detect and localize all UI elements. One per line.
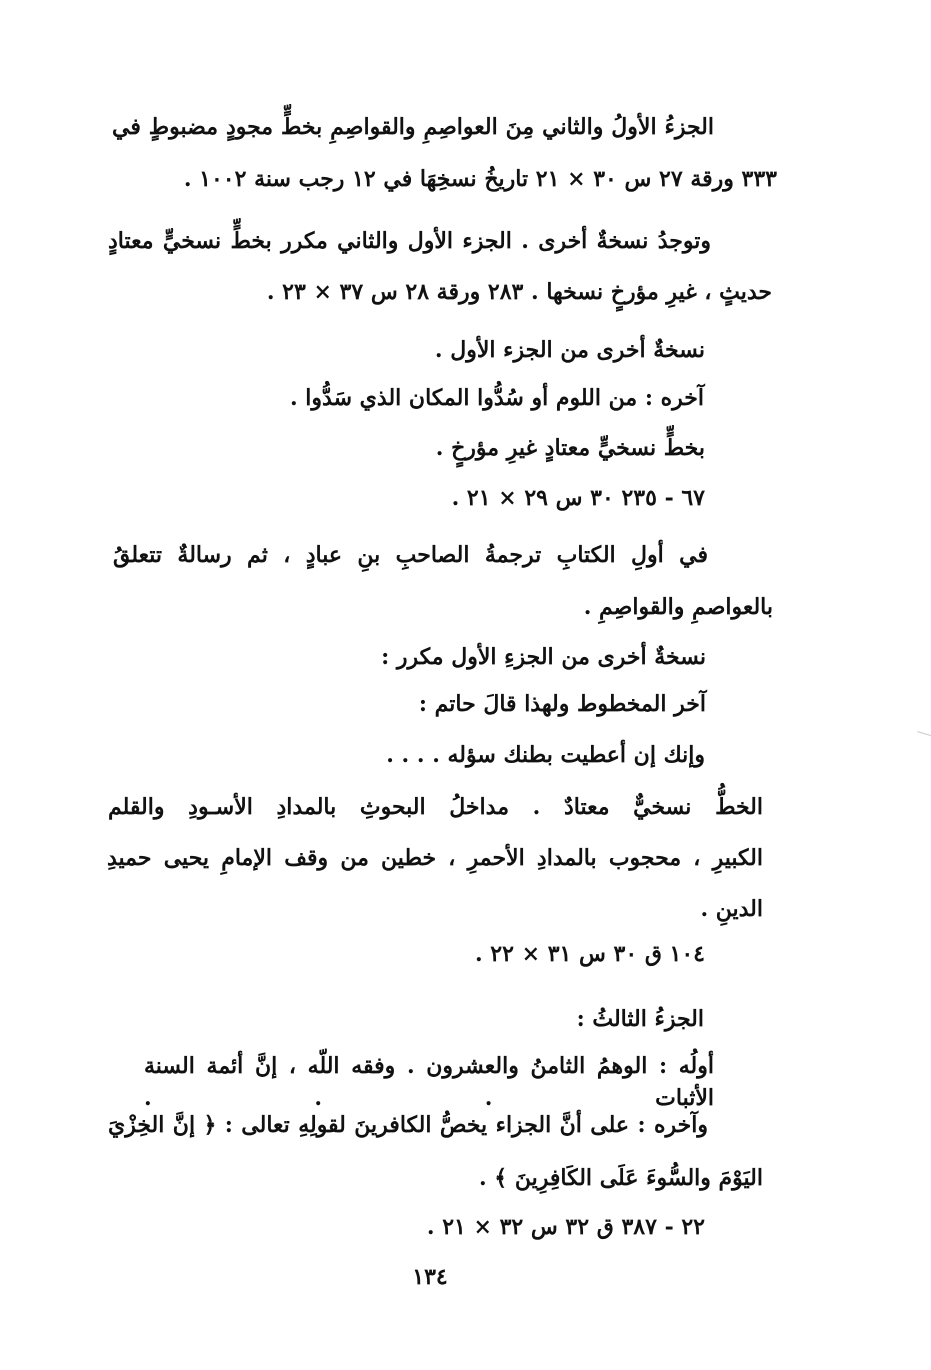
text-line-18: الجزءُ الثالثُ : [576, 1006, 704, 1032]
text-line-11: نسخةٌ أخرى من الجزءِ الأول مكرر : [381, 644, 706, 670]
scan-mark [915, 731, 931, 744]
text-line-6: آخره : من اللوم أو سُدُّوا المكان الذي سَدُّوا . [289, 385, 704, 411]
text-line-2: ٣٣٣ ورقة ٢٧ س ٣٠ × ٢١ تاريخُ نسخِهَا في ١٢ رجب سنة ١٠٠٢ . [183, 166, 777, 192]
text-line-22: ٢٢ - ٣٨٧ ق ٣٢ س ٣٢ × ٢١ . [426, 1214, 705, 1240]
text-line-8: ٦٧ - ٢٣٥ ٣٠ س ٢٩ × ٢١ . [451, 485, 705, 511]
text-line-19: أولُه : الوهمُ الثامنُ والعشرون . وفقه اللّه ، إنَّ أئمة السنة الأثبات . . . [144, 1053, 714, 1111]
text-line-1: الجزءُ الأولُ والثاني مِنَ العواصِمِ والقواصِمِ بخطٍّ مجودٍ مضبوطٍ في [112, 114, 714, 140]
text-line-9: في أولِ الكتابِ ترجمةُ الصاحبِ بنِ عبادٍ ، ثم رسالةٌ تتعلقُ [113, 542, 708, 568]
text-line-15: الكبيرِ ، محجوب بالمدادِ الأحمرِ ، خطين من وقف الإمامِ يحيى حميدِ [107, 845, 763, 871]
text-line-17: ١٠٤ ق ٣٠ س ٣١ × ٢٢ . [474, 941, 705, 967]
text-line-13: وإنك إن أعطيت بطنك سؤله . . . . [386, 742, 705, 768]
text-line-7: بخطٍّ نسخيٍّ معتادٍ غيرِ مؤرخٍ . [435, 435, 705, 461]
text-line-14: الخطُّ نسخيٌّ معتادٌ . مداخلُ البحوثِ بالمدادِ الأسـودِ والقلم [108, 794, 763, 820]
text-line-21: اليَوْمَ والسُّوءَ عَلَى الكَافِرِينَ ﴾ . [478, 1165, 763, 1191]
text-line-4: حديثٍ ، غيرِ مؤرخٍ نسخها . ٢٨٣ ورقة ٢٨ س ٣٧ × ٢٣ . [266, 279, 772, 305]
page-number: ١٣٤ [412, 1264, 448, 1290]
text-line-20: وآخره : على أنَّ الجزاء يخصُّ الكافرينَ لقولِهِ تعالى : ﴿ إنَّ الخِزْيَ [108, 1112, 708, 1138]
text-line-10: بالعواصمِ والقواصِمِ . [583, 594, 773, 620]
text-line-5: نسخةٌ أخرى من الجزء الأول . [434, 337, 705, 363]
text-line-3: وتوجدُ نسخةٌ أخرى . الجزء الأول والثاني مكرر بخطٍّ نسخيٍّ معتادٍ [108, 228, 711, 254]
text-line-16: الدينِ . [700, 896, 763, 922]
text-line-12: آخر المخطوط ولهذا قالَ حاتم : [418, 691, 706, 717]
